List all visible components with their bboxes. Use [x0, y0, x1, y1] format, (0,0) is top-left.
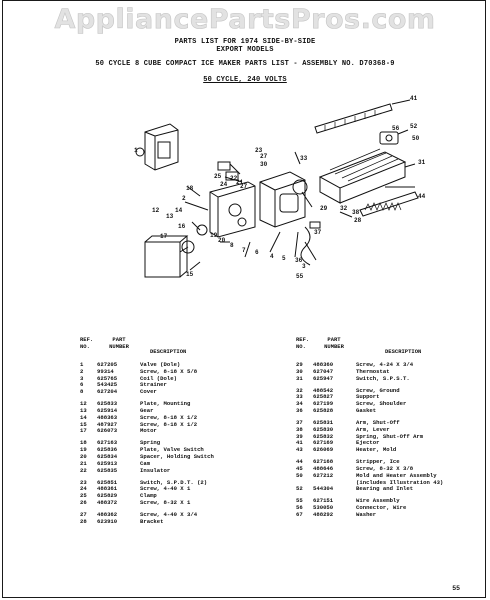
- ref-number: 15: [80, 420, 87, 428]
- bearing-inlet: [380, 132, 398, 144]
- ref-number: 19: [80, 446, 87, 454]
- parts-row: [296, 376, 481, 383]
- parts-row: [296, 408, 481, 415]
- svg-text:1: 1: [134, 147, 138, 154]
- svg-text:55: 55: [296, 273, 304, 280]
- ejector-bar: [315, 104, 392, 133]
- svg-text:4: 4: [270, 253, 274, 260]
- svg-text:50: 50: [412, 135, 420, 142]
- part-description: Cam: [140, 459, 151, 467]
- svg-text:13: 13: [166, 213, 174, 220]
- part-description: Switch, S.P.S.T.: [356, 374, 410, 382]
- ref-number: 17: [80, 427, 87, 435]
- part-number: 487927: [97, 420, 118, 428]
- part-description: Motor: [140, 427, 157, 435]
- part-description: Gasket: [356, 406, 377, 414]
- header-title: PARTS LIST FOR 1974 SIDE-BY-SIDE: [174, 38, 316, 46]
- svg-text:20: 20: [218, 237, 226, 244]
- mounting-plate: [210, 182, 255, 237]
- svg-text:17: 17: [160, 233, 168, 240]
- part-number: 627204: [97, 388, 118, 396]
- part-description: Support: [356, 393, 380, 401]
- ref-number: 13: [80, 406, 87, 414]
- part-description: Wire Assembly: [356, 497, 400, 505]
- mold-front: [320, 177, 340, 203]
- wire-assembly: [301, 227, 310, 265]
- part-description: Spring, Shut-Off Arm: [356, 432, 424, 440]
- svg-text:31: 31: [418, 159, 426, 166]
- ref-number: 34: [296, 400, 303, 408]
- part-description: Spring: [140, 439, 161, 447]
- page-number: 55: [452, 585, 460, 592]
- part-number: 99314: [97, 367, 114, 375]
- cam: [197, 225, 207, 235]
- svg-text:19: 19: [210, 232, 218, 239]
- ref-number: 2: [80, 367, 84, 375]
- part-number: 530050: [313, 504, 334, 512]
- ref-number: 12: [80, 400, 87, 408]
- ref-number: 6: [80, 381, 84, 389]
- part-description: Arm, Lever: [356, 425, 390, 433]
- ref-number: 18: [80, 439, 87, 447]
- svg-text:25: 25: [214, 173, 222, 180]
- part-number: 627212: [313, 471, 334, 479]
- part-number: 627205: [97, 361, 118, 368]
- part-description: Spacer, Holding Switch: [140, 452, 214, 460]
- part-number: 543425: [97, 381, 118, 389]
- svg-text:32: 32: [340, 205, 348, 212]
- svg-text:21: 21: [236, 179, 244, 186]
- part-description: Screw, 8-18 X 1/2: [140, 420, 198, 428]
- part-number: 488292: [313, 510, 334, 518]
- part-number: 625765: [97, 374, 118, 382]
- ref-number: 14: [80, 413, 87, 421]
- part-number: 488363: [97, 413, 118, 421]
- stripper: [360, 192, 418, 216]
- part-number: 625832: [313, 432, 334, 440]
- part-number: 625830: [313, 425, 334, 433]
- part-number: 625835: [97, 466, 118, 474]
- part-number: 627047: [313, 367, 334, 375]
- part-number: 627199: [313, 400, 334, 408]
- ref-number: 43: [296, 446, 303, 454]
- part-number: 623910: [97, 517, 118, 525]
- svg-text:38: 38: [352, 209, 360, 216]
- part-number: 544304: [313, 485, 334, 493]
- part-number: 488372: [97, 498, 118, 506]
- part-number: 627169: [313, 439, 334, 447]
- ref-number: 22: [80, 466, 87, 474]
- part-description: Screw, 4-24 X 3/4: [356, 361, 414, 368]
- ref-number: 1: [80, 361, 84, 368]
- part-number: 488361: [97, 485, 118, 493]
- ref-number: 31: [296, 374, 303, 382]
- ref-number: 20: [80, 452, 87, 460]
- svg-text:23: 23: [255, 147, 263, 154]
- right-ref-header: REF. NO.: [296, 336, 310, 350]
- part-description: Clamp: [140, 492, 157, 500]
- svg-text:29: 29: [320, 205, 328, 212]
- svg-text:28: 28: [354, 217, 362, 224]
- ref-number: 3: [80, 374, 84, 382]
- part-number: 625828: [313, 406, 334, 414]
- svg-text:3: 3: [302, 263, 306, 270]
- part-description: Stripper, Ice: [356, 458, 400, 466]
- svg-text:2: 2: [182, 195, 186, 202]
- ref-number: 67: [296, 510, 303, 518]
- svg-text:36: 36: [295, 257, 303, 264]
- part-description: Gear: [140, 406, 154, 414]
- ref-number: 41: [296, 439, 303, 447]
- part-description: Valve (Dole): [140, 361, 181, 368]
- part-number: 625829: [97, 492, 118, 500]
- parts-list-right: [296, 362, 481, 519]
- ref-number: 36: [296, 406, 303, 414]
- part-description: Washer: [356, 510, 377, 518]
- part-number: 625833: [97, 400, 118, 408]
- svg-text:22: 22: [230, 175, 238, 182]
- exploded-diagram: [130, 92, 430, 292]
- part-description: Screw, 4-40 X 1: [140, 485, 191, 493]
- part-number: 627151: [313, 497, 334, 505]
- svg-text:44: 44: [418, 193, 426, 200]
- part-number: 488646: [313, 464, 334, 472]
- ref-number: 37: [296, 418, 303, 426]
- svg-text:33: 33: [300, 155, 308, 162]
- svg-text:56: 56: [392, 125, 400, 132]
- parts-row: [80, 519, 280, 526]
- part-description: Strainer: [140, 381, 167, 389]
- part-number: 625836: [97, 446, 118, 454]
- header-voltage: 50 CYCLE, 240 VOLTS: [203, 76, 287, 84]
- ref-number: 44: [296, 458, 303, 466]
- svg-text:12: 12: [152, 207, 160, 214]
- watermark-logo: AppliancePartsPros.com: [54, 4, 436, 35]
- ref-number: 8: [80, 388, 84, 396]
- part-number: 488362: [97, 510, 118, 518]
- svg-text:6: 6: [255, 249, 259, 256]
- part-description: Screw, 4-40 X 3/4: [140, 510, 198, 518]
- parts-row: [80, 500, 280, 507]
- part-description: Arm, Shut-Off: [356, 418, 400, 426]
- part-number: 625947: [313, 374, 334, 382]
- parts-row: [296, 512, 481, 519]
- part-description: Connector, Wire: [356, 504, 407, 512]
- parts-row: [80, 428, 280, 435]
- svg-text:41: 41: [410, 95, 418, 102]
- part-number: 488542: [313, 386, 334, 394]
- svg-text:52: 52: [410, 123, 418, 130]
- ref-number: 32: [296, 386, 303, 394]
- svg-text:8: 8: [230, 242, 234, 249]
- ref-number: 55: [296, 497, 303, 505]
- ref-number: 23: [80, 478, 87, 486]
- header-subtitle: EXPORT MODELS: [216, 46, 274, 54]
- part-description: (includes Illustration 43): [356, 478, 444, 486]
- svg-text:7: 7: [242, 247, 246, 254]
- ref-number: 50: [296, 471, 303, 479]
- part-number: 626073: [97, 427, 118, 435]
- svg-text:5: 5: [282, 255, 286, 262]
- part-description: Bearing and Inlet: [356, 485, 414, 493]
- part-number: 625851: [97, 478, 118, 486]
- svg-text:18: 18: [186, 185, 194, 192]
- header-assembly: 50 CYCLE 8 CUBE COMPACT ICE MAKER PARTS LIST - ASSEMBLY NO. D70368-9: [95, 60, 395, 68]
- part-description: Bracket: [140, 517, 164, 525]
- svg-text:27: 27: [240, 183, 248, 190]
- part-description: Screw, 8-18 X 5/8: [140, 367, 198, 375]
- part-number: 625913: [97, 459, 118, 467]
- parts-row: [80, 468, 280, 475]
- parts-row: [296, 486, 481, 493]
- parts-row: [80, 389, 280, 396]
- part-description: Heater, Mold: [356, 446, 397, 454]
- ref-number: 38: [296, 425, 303, 433]
- part-description: Insulator: [140, 466, 171, 474]
- part-number: 625914: [97, 406, 118, 414]
- part-number: 627168: [313, 458, 334, 466]
- part-description: Screw, 8-32 X 1: [140, 498, 191, 506]
- ref-number: 28: [80, 517, 87, 525]
- part-number: 488360: [313, 361, 334, 368]
- ref-number: 56: [296, 504, 303, 512]
- right-desc-header: DESCRIPTION: [385, 348, 422, 355]
- part-number: 627163: [97, 439, 118, 447]
- part-description: Coil (Dole): [140, 374, 177, 382]
- part-description: Screw, Shoulder: [356, 400, 407, 408]
- part-description: Plate, Valve Switch: [140, 446, 204, 454]
- parts-list-left: [80, 362, 280, 525]
- svg-text:16: 16: [178, 223, 186, 230]
- svg-text:30: 30: [260, 161, 268, 168]
- svg-text:15: 15: [186, 271, 194, 278]
- ref-number: 21: [80, 459, 87, 467]
- ref-number: 25: [80, 492, 87, 500]
- part-description: Screw, 8-32 X 3/8: [356, 464, 414, 472]
- thermostat: [310, 222, 320, 228]
- ref-number: 33: [296, 393, 303, 401]
- ref-number: 24: [80, 485, 87, 493]
- part-number: 625827: [313, 393, 334, 401]
- left-ref-header: REF. NO.: [80, 336, 94, 350]
- svg-text:24: 24: [220, 181, 228, 188]
- ref-number: 52: [296, 485, 303, 493]
- parts-row: [296, 447, 481, 454]
- part-description: Screw, 8-18 X 1/2: [140, 413, 198, 421]
- part-description: Switch, S.P.D.T. (2): [140, 478, 208, 486]
- ref-number: 39: [296, 432, 303, 440]
- part-description: Thermostat: [356, 367, 390, 375]
- part-description: Mold and Heater Assembly: [356, 471, 437, 479]
- left-part-header: PART NUMBER: [109, 336, 129, 350]
- part-number: 626069: [313, 446, 334, 454]
- ref-number: 45: [296, 464, 303, 472]
- right-part-header: PART NUMBER: [324, 336, 344, 350]
- motor: [145, 242, 180, 277]
- ref-number: 29: [296, 361, 303, 368]
- part-description: Ejector: [356, 439, 380, 447]
- part-description: Screw, Ground: [356, 386, 400, 394]
- part-number: 625831: [313, 418, 334, 426]
- part-description: Plate, Mounting: [140, 400, 191, 408]
- ref-number: 26: [80, 498, 87, 506]
- ref-number: 27: [80, 510, 87, 518]
- ref-number: 30: [296, 367, 303, 375]
- svg-text:27: 27: [260, 153, 268, 160]
- svg-text:14: 14: [175, 207, 183, 214]
- switch-spdt: [218, 162, 230, 170]
- part-number: 625834: [97, 452, 118, 460]
- left-desc-header: DESCRIPTION: [150, 348, 187, 355]
- svg-text:37: 37: [314, 229, 322, 236]
- part-description: Cover: [140, 388, 157, 396]
